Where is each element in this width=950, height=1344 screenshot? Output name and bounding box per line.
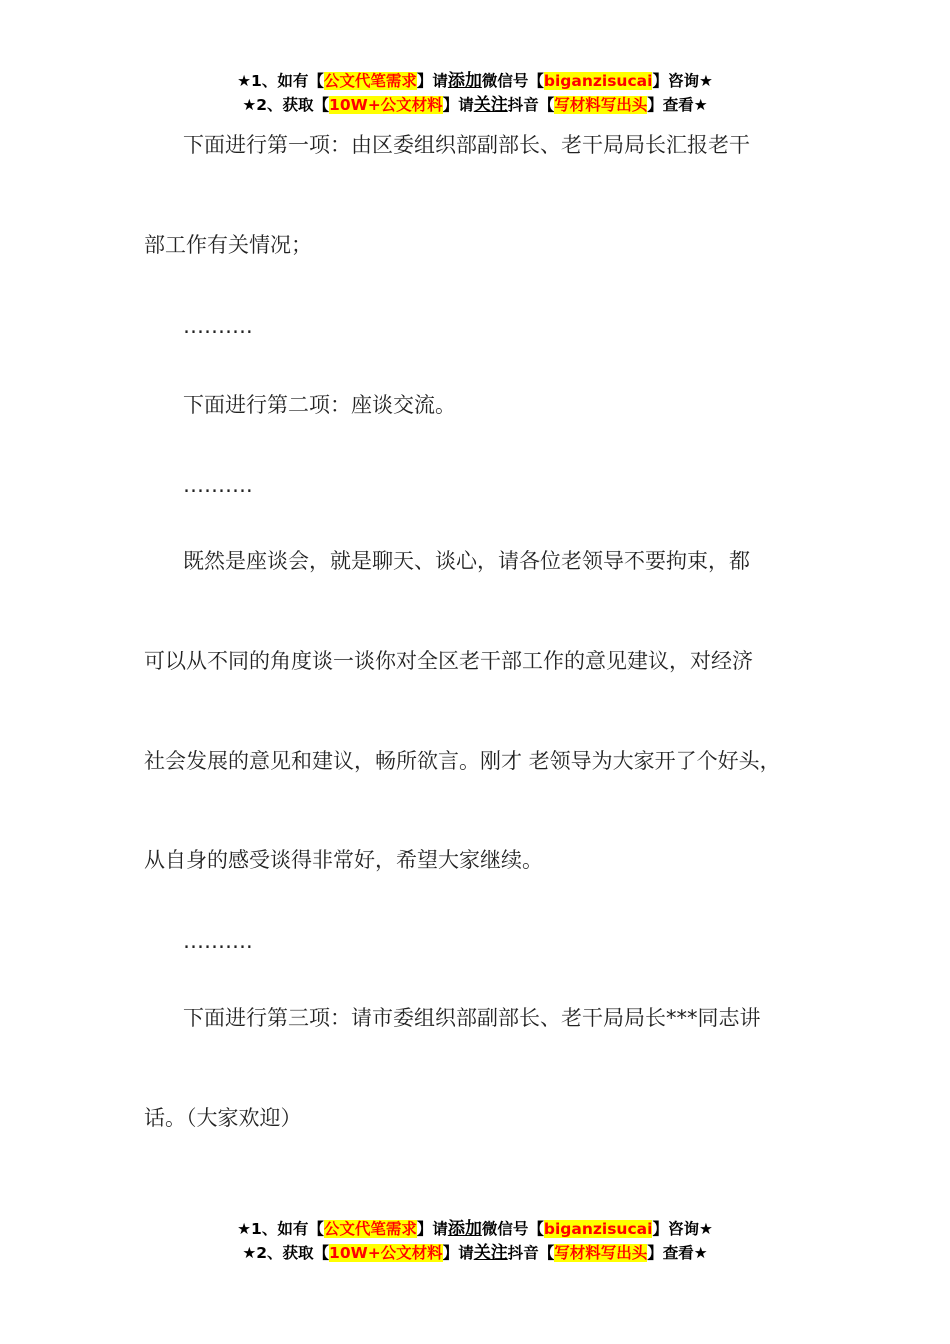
paragraph-item-2: 下面进行第二项：座谈交流。 bbox=[183, 393, 456, 417]
highlight-wechat-id: biganzisucai bbox=[543, 72, 653, 90]
ellipsis-3: ………. bbox=[183, 929, 253, 953]
highlight-douyin-account: 写材料写出头 bbox=[554, 96, 648, 114]
footer-banner bbox=[0, 1217, 950, 1265]
highlight-materials: 10W+公文材料 bbox=[329, 96, 443, 114]
banner-line-1: ★1、如有【公文代笔需求】请添加微信号【biganzisucai】咨询★ bbox=[237, 71, 713, 91]
highlight-service: 公文代笔需求 bbox=[323, 1220, 417, 1238]
paragraph-item-1-line-2: 部工作有关情况； bbox=[144, 233, 312, 257]
paragraph-item-1-line-1: 下面进行第一项：由区委组织部副部长、老干局局长汇报老干 bbox=[183, 133, 750, 157]
banner-line-2: ★2、获取【10W+公文材料】请关注抖音【写材料写出头】查看★ bbox=[242, 95, 708, 115]
paragraph-item-3-line-2: 话。（大家欢迎） bbox=[144, 1106, 302, 1130]
underlined-add: 添加 bbox=[447, 71, 482, 91]
underlined-add: 添加 bbox=[447, 1219, 482, 1239]
ellipsis-1: ………. bbox=[183, 314, 253, 338]
highlight-wechat-id: biganzisucai bbox=[543, 1220, 653, 1238]
highlight-service: 公文代笔需求 bbox=[323, 72, 417, 90]
highlight-douyin-account: 写材料写出头 bbox=[554, 1244, 648, 1262]
paragraph-item-3-line-1: 下面进行第三项：请市委组织部副部长、老干局局长***同志讲 bbox=[183, 1006, 761, 1030]
underlined-follow: 关注 bbox=[473, 95, 508, 115]
paragraph-discussion-line-1: 既然是座谈会，就是聊天、谈心，请各位老领导不要拘束，都 bbox=[183, 549, 750, 573]
underlined-follow: 关注 bbox=[473, 1243, 508, 1263]
banner-line-2: ★2、获取【10W+公文材料】请关注抖音【写材料写出头】查看★ bbox=[242, 1243, 708, 1263]
paragraph-discussion-line-4: 从自身的感受谈得非常好，希望大家继续。 bbox=[144, 848, 543, 872]
banner-line-1: ★1、如有【公文代笔需求】请添加微信号【biganzisucai】咨询★ bbox=[237, 1219, 713, 1239]
paragraph-discussion-line-3: 社会发展的意见和建议，畅所欲言。刚才 老领导为大家开了个好头， bbox=[144, 749, 781, 773]
ellipsis-2: ………. bbox=[183, 473, 253, 497]
highlight-materials: 10W+公文材料 bbox=[329, 1244, 443, 1262]
header-banner bbox=[0, 69, 950, 117]
paragraph-discussion-line-2: 可以从不同的角度谈一谈你对全区老干部工作的意见建议，对经济 bbox=[144, 649, 753, 673]
